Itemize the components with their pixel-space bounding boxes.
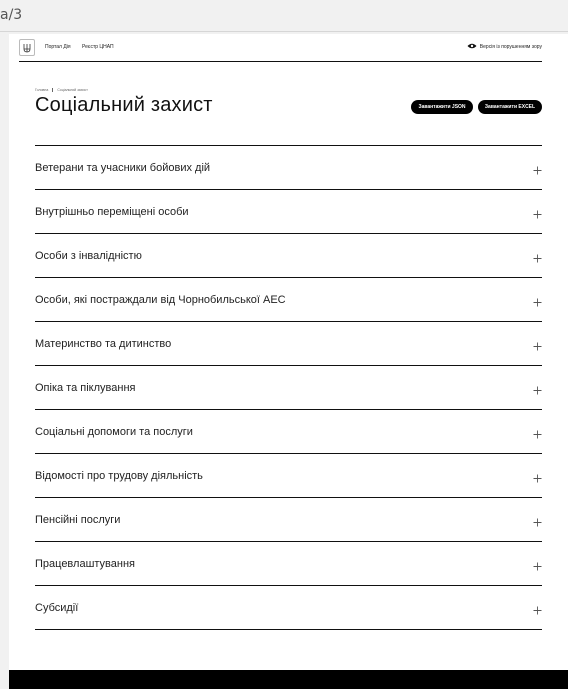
- nav-link-cnap-registry[interactable]: Реєстр ЦНАП: [82, 44, 114, 50]
- download-json-button[interactable]: Завантажити JSON: [411, 100, 473, 114]
- plus-icon[interactable]: [533, 426, 542, 435]
- accordion-item-label: Відомості про трудову діяльність: [35, 470, 203, 482]
- accordion-item-label: Пенсійні послуги: [35, 514, 121, 526]
- eye-icon: [467, 43, 477, 51]
- accordion-item[interactable]: [35, 146, 542, 190]
- nav-link-diia-portal[interactable]: Портал Дія: [45, 44, 71, 50]
- accordion-item[interactable]: [35, 542, 542, 586]
- plus-icon[interactable]: [533, 294, 542, 303]
- plus-icon[interactable]: [533, 162, 542, 171]
- accordion-item-label: Материнство та дитинство: [35, 338, 172, 350]
- accordion-item[interactable]: [35, 190, 542, 234]
- breadcrumb-home[interactable]: Головна: [35, 88, 49, 92]
- accordion-item-label: Ветерани та учасники бойових дій: [35, 162, 211, 174]
- plus-icon[interactable]: [533, 206, 542, 215]
- plus-icon[interactable]: [533, 382, 542, 391]
- vision-toggle-label: Версія із порушенням зору: [479, 44, 542, 50]
- breadcrumb-current: Соціальний захист: [57, 88, 88, 92]
- accordion-item-label: Внутрішньо переміщені особи: [35, 206, 189, 218]
- plus-icon[interactable]: [533, 514, 542, 523]
- address-text[interactable]: a/3: [0, 7, 23, 23]
- plus-icon[interactable]: [533, 558, 542, 567]
- trident-icon[interactable]: [19, 39, 35, 56]
- category-accordion: [35, 145, 542, 630]
- accordion-item[interactable]: [35, 234, 542, 278]
- vision-impaired-toggle[interactable]: [467, 43, 542, 51]
- accordion-item-label: Особи з інвалідністю: [35, 250, 142, 262]
- page-footer: [9, 670, 568, 689]
- download-excel-button[interactable]: Завантажити EXCEL: [478, 100, 542, 114]
- breadcrumb: [35, 88, 88, 92]
- plus-icon[interactable]: [533, 338, 542, 347]
- page-content: [9, 34, 568, 689]
- breadcrumb-separator: [52, 88, 53, 92]
- accordion-item[interactable]: [35, 410, 542, 454]
- accordion-item-label: Особи, які постраждали від Чорнобильської АЕС: [35, 294, 286, 306]
- page-title: Соціальний захист: [35, 94, 213, 116]
- accordion-item[interactable]: [35, 498, 542, 542]
- plus-icon[interactable]: [533, 602, 542, 611]
- accordion-item[interactable]: [35, 454, 542, 498]
- accordion-item-label: Субсидії: [35, 602, 79, 614]
- accordion-item[interactable]: [35, 278, 542, 322]
- accordion-item-label: Працевлаштування: [35, 558, 135, 570]
- accordion-item-label: Опіка та піклування: [35, 382, 136, 394]
- accordion-item[interactable]: [35, 366, 542, 410]
- top-navigation: [19, 34, 542, 62]
- browser-address-bar[interactable]: [0, 0, 568, 32]
- plus-icon[interactable]: [533, 250, 542, 259]
- accordion-item[interactable]: [35, 322, 542, 366]
- accordion-item[interactable]: [35, 586, 542, 630]
- plus-icon[interactable]: [533, 470, 542, 479]
- accordion-item-label: Соціальні допомоги та послуги: [35, 426, 193, 438]
